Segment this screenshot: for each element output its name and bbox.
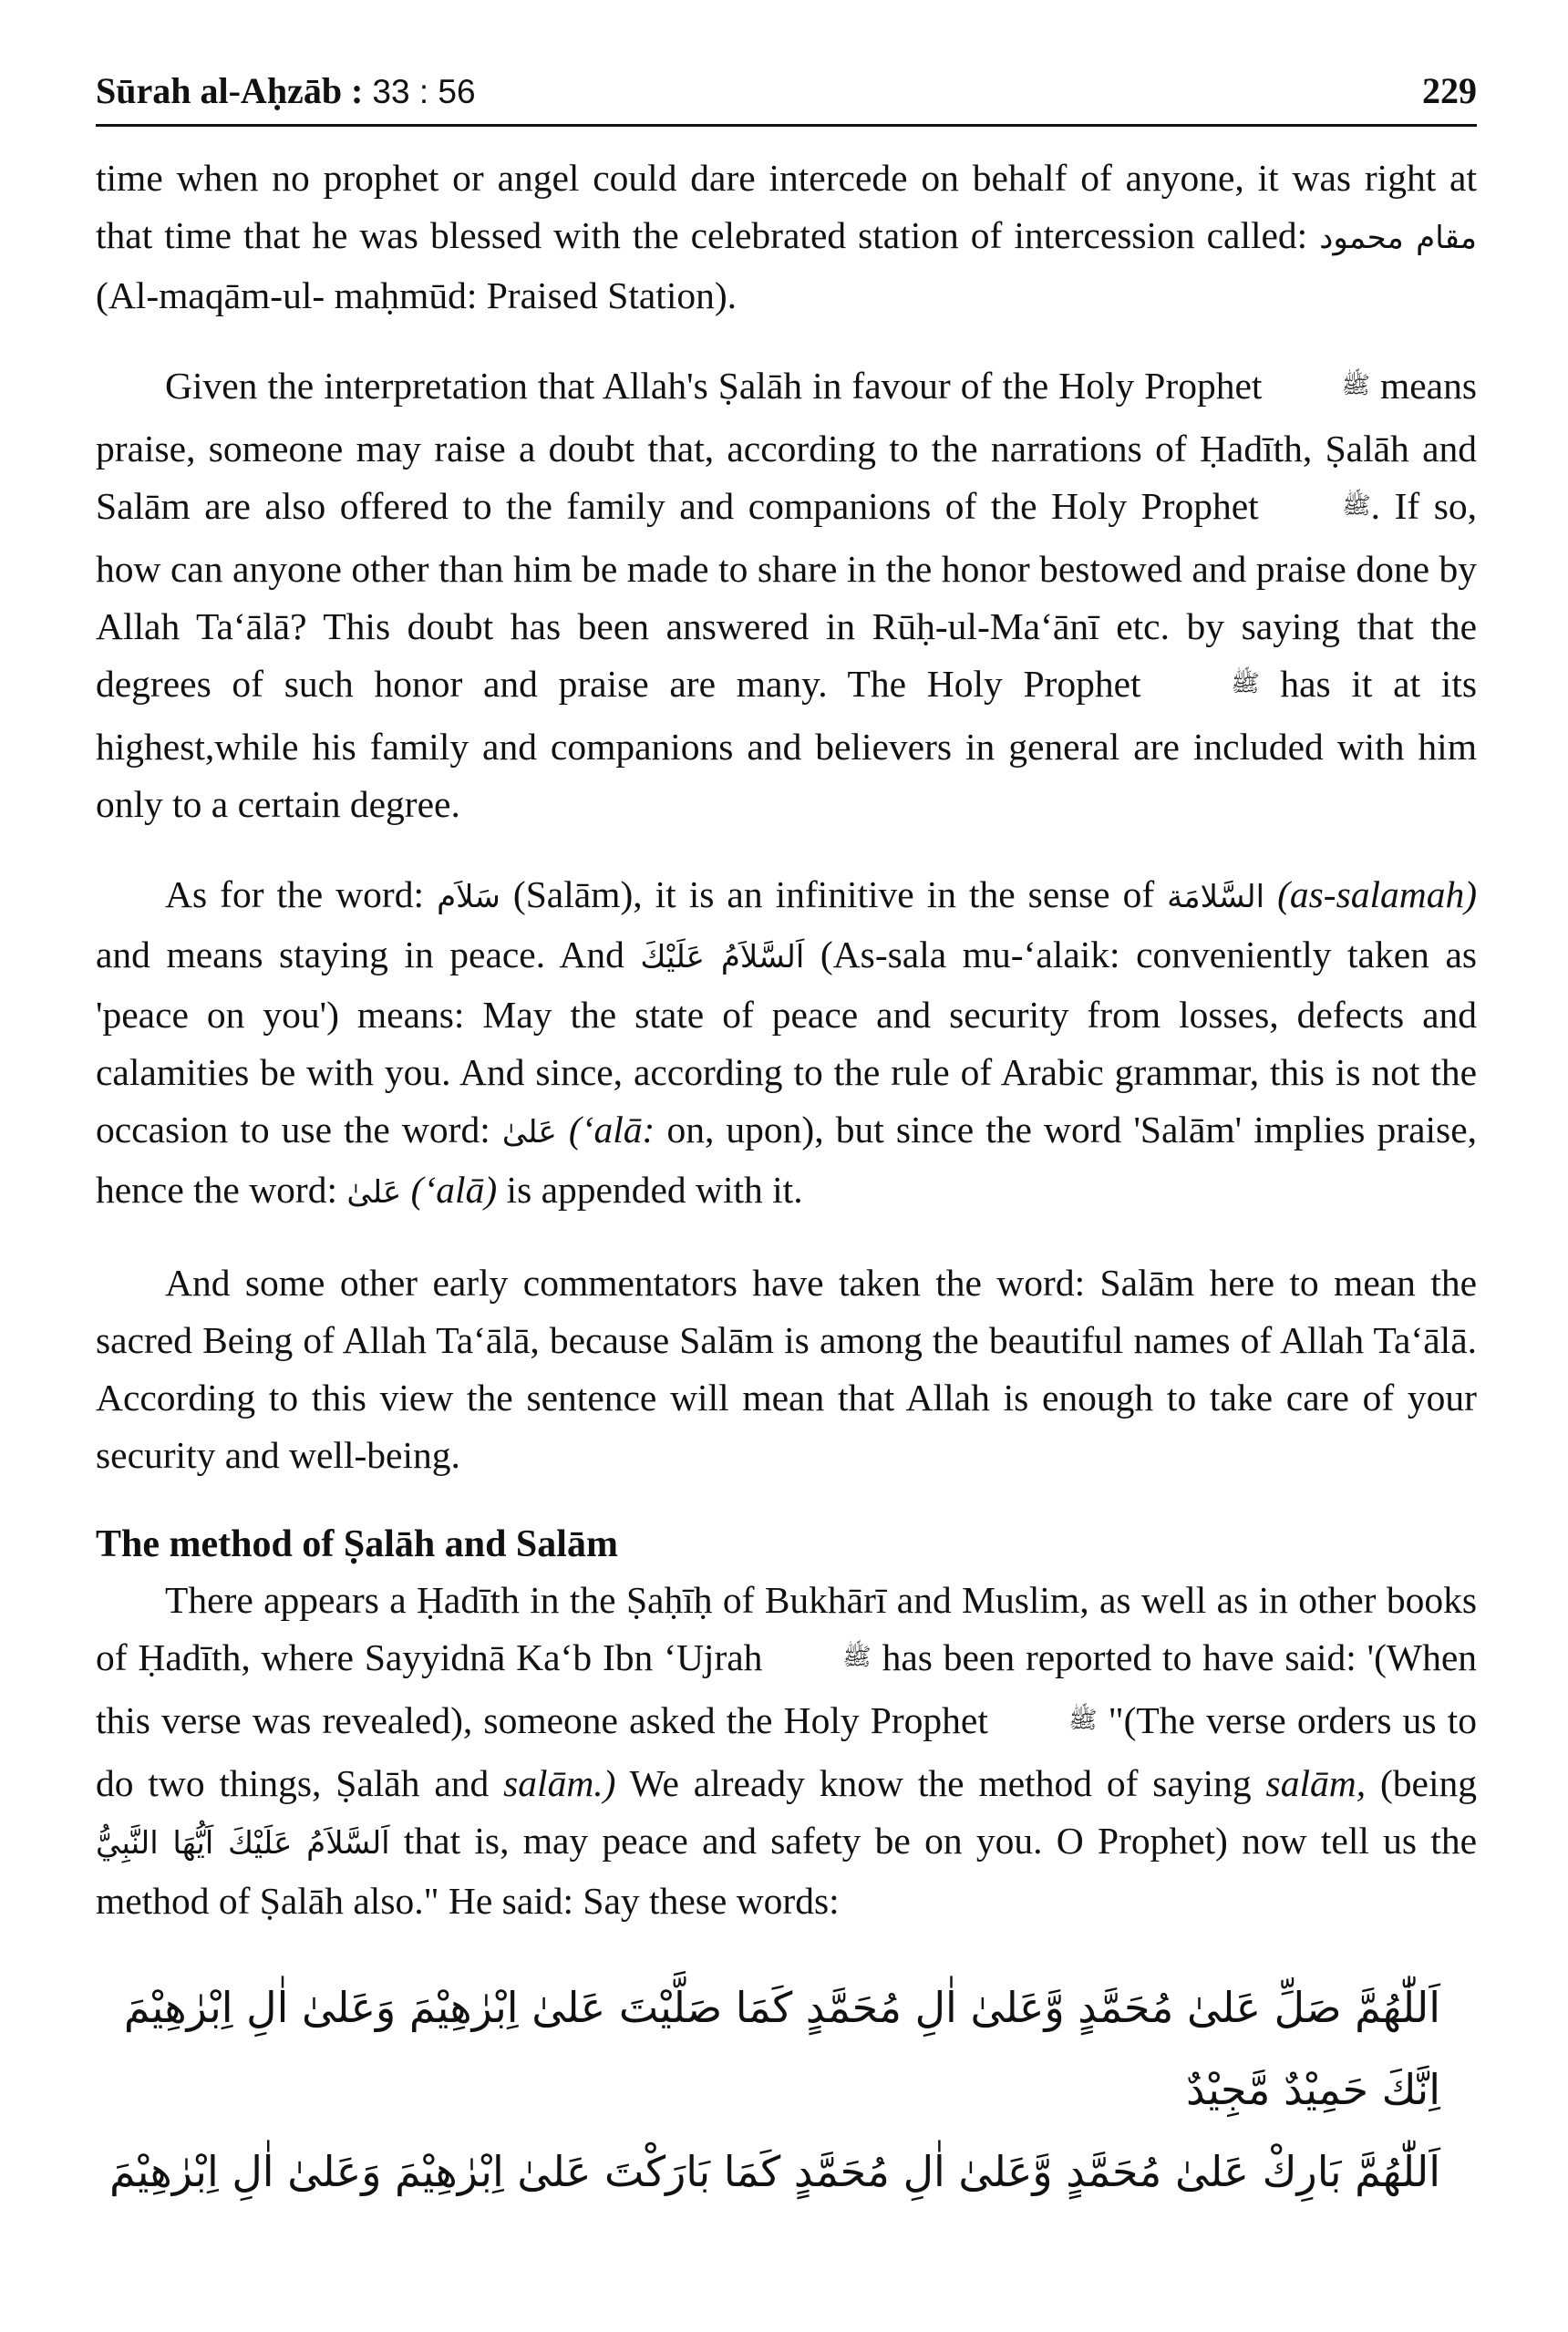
header-left [96, 69, 476, 112]
p2-text-c: . If so, how can anyone other than him be made to share in the honor bestowed and praise done by Allah Ta‘ālā? This doubt has been answered in Rūḥ-ul-Ma‘ānī etc. by saying that the degrees of such honor and praise are many. The Holy Prophet [96, 485, 1478, 705]
paragraph-5 [96, 1572, 1477, 1930]
p3-italic-e: (‘alā: [568, 1109, 655, 1151]
pbuh-icon: ﷺ [1231, 670, 1260, 697]
p3-text-d: (As-sala mu-‘alaik: conveniently taken as 'peace on you') means: May the state of peace and security from losses, defects and calamities be with you. And since, according to the rule of Arabic grammar, this is not the occasion to use the word: [96, 934, 1478, 1151]
p5-italic-c: salām.) [503, 1762, 616, 1804]
p3-arabic-1: سَلاَم [437, 879, 500, 915]
p5-text-c: "(The verse orders us to do two things, Ṣalāh and [96, 1699, 1478, 1804]
p5-text-b: has been reported to have said: '(When this verse was revealed), someone asked the Holy Prophet [96, 1636, 1478, 1741]
durood-line-3: اَللّٰهُمَّ بَارِكْ عَلىٰ مُحَمَّدٍ وَّعَلىٰ اٰلِ مُحَمَّدٍ كَمَا بَارَكْتَ عَلىٰ اِبْرٰهِيْمَ وَعَلىٰ اٰلِ اِبْرٰهِيْمَ [109, 2147, 1440, 2196]
p3-arabic-3: اَلسَّلاَمُ عَلَيْكَ [640, 939, 805, 975]
p5-text-a: There appears a Ḥadīth in the Ṣaḥīḥ of Bukhārī and Muslim, as well as in other books of Ḥadīth, where Sayyidnā Ka‘b Ibn ‘Ujrah [96, 1579, 1477, 1678]
p3-italic-c: (as-salamah) [1277, 873, 1478, 915]
p3-text-a: As for the word: [165, 873, 425, 915]
p3-text-c: and means staying in peace. And [96, 934, 624, 975]
p3-text-f: is appended with it. [506, 1169, 803, 1211]
header-rule [96, 124, 1477, 127]
pbuh-icon: ﷺ [842, 1644, 872, 1671]
p3-text-b: (Salām), it is an infinitive in the sense of [512, 873, 1155, 915]
pbuh-icon: ﷺ [1068, 1707, 1098, 1734]
p3-arabic-5: عَلىٰ [346, 1174, 402, 1211]
durood-line-2: اِنَّكَ حَمِيْدٌ مَّجِيْدٌ [1185, 2065, 1440, 2114]
p5-text-d: We already know the method of saying [629, 1762, 1252, 1804]
verse-reference: 33 : 56 [372, 73, 476, 110]
p5-arabic: اَلسَّلاَمُ عَلَيْكَ اَيُّهَا النَّبِيُّ [96, 1825, 390, 1862]
durood-line-1: اَللّٰهُمَّ صَلِّ عَلىٰ مُحَمَّدٍ وَّعَلىٰ اٰلِ مُحَمَّدٍ كَمَا صَلَّيْتَ عَلىٰ اِبْرٰهِيْمَ وَعَلىٰ اٰلِ اِبْرٰهِيْمَ [123, 1983, 1440, 2032]
p1-arabic: مقام محمود [1319, 220, 1478, 256]
paragraph-3 [96, 866, 1477, 1222]
p2-text-b: means praise, someone may raise a doubt that, according to the narrations of Ḥadīth, Ṣalāh and Salām are also offered to the family and companions of the Holy Prophet [96, 365, 1478, 527]
p3-italic-f: (‘alā) [410, 1169, 498, 1211]
p1-text: time when no prophet or angel could dare intercede on behalf of anyone, it was right at that time that he was blessed with the celebrated station of intercession called: [96, 157, 1477, 256]
p5-text-e: (being [1379, 1762, 1477, 1804]
paragraph-4 [96, 1254, 1477, 1484]
book-page [96, 64, 1477, 2213]
surah-title: Sūrah al-Aḥzāb : [96, 70, 364, 111]
p5-text-f: that is, may peace and safety be on you. O Prophet) now tell us the method of Ṣalāh also." He said: Say these words: [96, 1820, 1477, 1922]
page-number: 229 [1422, 70, 1477, 111]
body-text [96, 150, 1477, 2213]
p2-text-a: Given the interpretation that Allah's Ṣalāh in favour of the Holy Prophet [165, 365, 1263, 407]
p4-text: And some other early commentators have taken the word: Salām here to mean the sacred Being of Allah Ta‘ālā, because Salām is among the beautiful names of Allah Ta‘ālā. According to this view the sentence will mean that Allah is enough to take care of your security and well-being. [96, 1262, 1477, 1476]
durood-arabic-block [96, 1966, 1477, 2213]
p1-tail: (Al-maqām-ul- maḥmūd: Praised Station). [96, 274, 738, 316]
p3-arabic-4: عَلىٰ [501, 1114, 557, 1151]
running-header [96, 64, 1477, 128]
pbuh-icon: ﷺ [1341, 372, 1370, 399]
paragraph-2 [96, 357, 1477, 833]
pbuh-icon: ﷺ [1342, 492, 1371, 520]
p3-arabic-2: السَّلامَة [1167, 879, 1265, 915]
p3-text-e: on, upon), but since the word 'Salām' implies praise, hence the word: [96, 1109, 1478, 1211]
p2-text-d: has it at its highest,while his family and companions and believers in general are included with him only to a certain degree. [96, 663, 1478, 825]
section-heading: The method of Ṣalāh and Salām [96, 1523, 618, 1565]
paragraph-1 [96, 150, 1477, 325]
p5-italic-d: salām, [1265, 1762, 1367, 1804]
